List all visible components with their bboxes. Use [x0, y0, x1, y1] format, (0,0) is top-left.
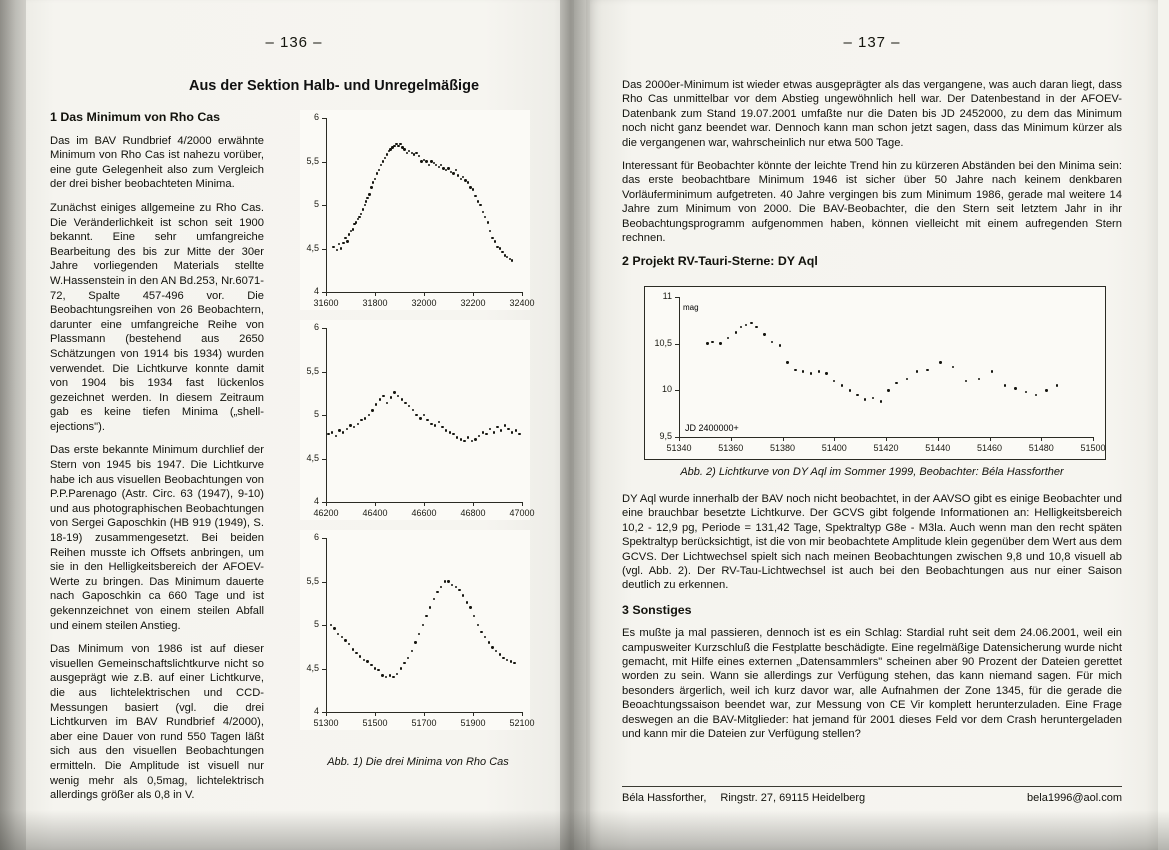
y-tick-label: 5: [313, 409, 319, 419]
data-point: [887, 389, 889, 391]
x-tick-label: 46800: [460, 508, 486, 518]
footer-address: Ringstr. 27, 69115 Heidelberg: [720, 792, 866, 804]
x-tick-label: 51700: [411, 718, 437, 728]
y-tick-label: 4,5: [306, 242, 319, 253]
data-point: [727, 337, 729, 339]
y-tick-label: 10,5: [654, 337, 672, 348]
y-axis-label: mag: [683, 303, 699, 312]
y-tick: [675, 344, 679, 345]
data-point: [880, 400, 882, 402]
y-tick-label: 5,5: [306, 155, 319, 166]
left-paragraph-1: Das im BAV Rundbrief 4/2000 erwähnte Minimum von Rho Cas ist nahezu vorüber, eine gute Gelegenheit also zum Vergleich der drei bisher beobachteten Minima.: [50, 134, 264, 191]
y-tick-label: 9,5: [659, 431, 672, 441]
data-point: [771, 341, 773, 343]
footer-author: Béla Hassforther,: [622, 792, 707, 804]
data-point: [755, 326, 757, 328]
data-point: [872, 397, 874, 399]
y-axis: [679, 297, 680, 437]
x-tick-label: 32000: [411, 298, 437, 308]
y-tick: [675, 390, 679, 391]
heading-2: 2 Projekt RV-Tauri-Sterne: DY Aql: [622, 254, 818, 269]
y-tick: [675, 297, 679, 298]
figure-2-caption: Abb. 2) Lichtkurve von DY Aql im Sommer 1999, Beobachter: Béla Hassforther: [680, 466, 1064, 478]
data-point: [818, 370, 820, 372]
data-point: [916, 370, 918, 372]
data-point: [779, 344, 781, 346]
left-page-number: – 136 –: [265, 34, 323, 51]
data-point: [849, 389, 851, 391]
data-point: [952, 366, 954, 368]
data-point: [750, 322, 752, 324]
right-paragraph-4: Es mußte ja mal passieren, dennoch ist es ein Schlag: Stardial ruht seit dem 24.06.2001, weil ein campusweiter Kurzschluß die Festplatte beschädigte. Eine regelmäßige Datensicherung wurde nicht gemacht, mit Hilfe eines externen „Datensammlers" scheinen aber 90 Prozent der Dateien gerettet worden zu sein. Wann sie allerdings zur Verfügung stehen, das kann niemand sagen. Für mich besonders ärgerlich, weil ich kurz davor war, alle Aufnahmen der Zone 1345, für die gerade die Beoachtungssaison beendet war, zur Messung von CE Vir komplett herunterzuladen. Eine Frage deswegen an die BAV-Mitglieder: hat jemand für 2001 dieses Feld vor dem Crash heruntergeladen und kann mir die Dateien zur Verfügung stellen?: [622, 627, 1122, 741]
data-point: [1025, 391, 1027, 393]
data-point: [1035, 394, 1037, 396]
data-point: [856, 394, 858, 396]
data-point: [711, 341, 713, 343]
y-tick-label: 5,5: [306, 575, 319, 586]
x-tick-label: 52100: [509, 718, 535, 728]
x-tick-label: 51900: [460, 718, 486, 728]
y-tick-label: 10: [661, 384, 672, 395]
x-tick-label: 32200: [460, 298, 486, 308]
section-title: Aus der Sektion Halb- und Unregelmäßige: [188, 78, 480, 94]
heading-1: 1 Das Minimum von Rho Cas: [50, 110, 221, 124]
x-tick: [938, 437, 939, 441]
x-tick: [1041, 437, 1042, 441]
data-point: [802, 370, 804, 372]
x-tick: [783, 437, 784, 441]
x-tick-label: 31800: [362, 298, 388, 308]
data-point: [706, 342, 708, 344]
data-point: [864, 398, 866, 400]
data-point: [719, 342, 721, 344]
x-tick-label: 46400: [362, 508, 388, 518]
right-paragraph-2: Interessant für Beobachter könnte der leichte Trend hin zu kürzeren Abständen bei den Minima sein: das erste beobachtbare Minimum 1946 ist sicher über 50 Jahre nach keinem denkbaren Vorläuferminimum aufgetreten. 40 Jahre vergingen bis zum Minimum 1986, gerade mal weitere 14 Jahre zum Minimum von 2000. Die BAV-Beobachter, die den Stern seit letztem Jahr in ihr Beobachtungsprogramm aufgenommen haben, können vielleicht mit einem aufregenden Stern rechnen.: [622, 160, 1122, 245]
x-tick-label: 51340: [666, 443, 692, 453]
y-tick-label: 4: [313, 286, 319, 296]
data-point: [991, 370, 993, 372]
x-tick: [679, 437, 680, 441]
right-text-mid: [622, 492, 1122, 751]
y-tick-label: 6: [313, 112, 319, 122]
x-tick-label: 51440: [925, 443, 951, 453]
right-paragraph-3: DY Aql wurde innerhalb der BAV noch nicht beobachtet, in der AAVSO gibt es einige Beobachter und eine brauchbar besetzte Lichtkurve. Der GCVS gibt folgende Informationen an: Helligkeitsbereich 10,2 - 12,9 pg, Periode = 131,42 Tage, Spektraltyp G8e - M3la. Auch wenn man den recht späten Spektraltyp berücksichtigt, ist die von mir beobachtete Amplitude klein gegenüber dem Wert aus dem GCVS. Der Lichtwechsel spielt sich nach meinen Beobachtungen zwischen 9,8 und 10,8 visuell ab (vgl. Abb. 2). Der RV-Tau-Lichtwechsel ist auch bei den Beobachtungen aus nur einer Saison deutlich zu erkennen.: [622, 493, 1122, 592]
y-tick-label: 11: [662, 291, 672, 301]
x-tick: [990, 437, 991, 441]
x-tick: [886, 437, 887, 441]
x-tick-label: 51420: [873, 443, 899, 453]
left-paragraph-3: Das erste bekannte Minimum durchlief der Stern von 1945 bis 1947. Die Lichtkurve habe ich aus visuellen Beobachtungen von P.P.Parenago (Astr. Circ. 63 (1947), 9-10) und aus photographischen Beobachtungen von Sergei Gaposchkin (HB 919 (1949), S. 18-19) zusammengesetzt. Bei beiden Reihen musste ich Offsets anbringen, um sie in den Helligkeitsbereich der AFOEV-Werte zu bringen. Das Minimum dauerte nach Gaposchkin ca 660 Tage und ist gekennzeichnet von einem steilen Abfall und einem steilen Anstieg.: [50, 444, 264, 632]
left-paragraph-2: Zunächst einiges allgemeine zu Rho Cas. Die Veränderlichkeit ist schon seit 1900 bekannt. Eine sehr umfangreiche Bearbeitung des bis zur Mitte der 30er Jahre vorliegenden Materials stellte W.Hassenstein in den AN Bd.253, Nr.6071-72, Spalte 457-496 vor. Die Beobachtungsreihen von 26 Beobachtern, darunter eine umfangreiche Reihe von Plassmann (bestehend aus 2650 Schätzungen von 1914 bis 1934) wurden verwendet. Die Lichtkurve konnte damit von 1904 bis 1934 fast lückenlos gezeichnet werden. In diesem Zeitraum gab es keine tiefen Minima („shell-ejections").: [50, 201, 264, 433]
y-tick-label: 4: [313, 706, 319, 716]
x-tick-label: 51360: [718, 443, 744, 453]
x-tick-label: 51400: [821, 443, 847, 453]
data-point: [825, 372, 827, 374]
x-tick-label: 51380: [769, 443, 796, 453]
plot-area: [679, 297, 1093, 437]
x-tick-label: 46200: [313, 508, 339, 518]
x-tick-label: 51300: [313, 718, 339, 728]
data-point: [978, 378, 980, 380]
right-page-number: – 137 –: [843, 34, 901, 51]
x-tick-label: 51460: [976, 443, 1003, 453]
data-point: [939, 361, 941, 363]
data-point: [1014, 387, 1016, 389]
data-point: [906, 378, 908, 380]
x-axis-label: JD 2400000+: [685, 423, 739, 433]
y-tick-label: 4: [313, 496, 319, 506]
x-tick-label: 32400: [509, 298, 535, 308]
data-point: [810, 372, 812, 374]
data-point: [841, 384, 843, 386]
data-point: [1045, 389, 1047, 391]
x-tick: [834, 437, 835, 441]
x-tick: [1093, 437, 1094, 441]
x-tick-label: 51480: [1028, 443, 1054, 453]
y-tick: [675, 437, 679, 438]
data-point: [735, 331, 737, 333]
data-point: [895, 382, 897, 384]
y-tick-label: 5: [313, 619, 319, 629]
y-tick-label: 5: [313, 199, 319, 209]
right-paragraph-1: Das 2000er-Minimum ist wieder etwas ausgeprägter als das vergangene, was auch daran liegt, dass Rho Cas unmittelbar vor dem Abstieg ungewöhnlich hell war. Der Datenbestand in der AFOEV-Datenbank zum Stand 19.07.2001 umfaßte nur die Daten bis JD 2452000, zu dem das Minimum noch nicht ganz beendet war. Dennoch kann man schon jetzt sagen, dass das Minimum kürzer als die vergangenen war, wahrscheinlich nur etwa 500 Tage.: [622, 79, 1122, 149]
data-point: [745, 324, 747, 326]
data-point: [740, 326, 742, 328]
y-tick-label: 4,5: [306, 662, 319, 673]
x-tick-label: 31600: [313, 298, 339, 308]
y-tick-label: 6: [313, 532, 319, 542]
data-point: [786, 361, 788, 363]
y-tick-label: 4,5: [306, 452, 319, 463]
data-point: [965, 380, 967, 382]
left-paragraph-4: Das Minimum von 1986 ist auf dieser visuellen Gemeinschaftslichtkurve nicht so ausgeprägt wie z.B. auf einer Lichtkurve, die aus lichtelektrischen und CCD-Messungen basiert (vgl. die drei Lichtkurven im BAV Rundbrief 4/2000), aber eine Dauer von rund 550 Tagen läßt sich aus den visuellen Beobachtungen ermitteln. Die Amplitude ist visuell nur wenig mehr als 0,5mag, lichtelektrisch allerdings größer als 0,8 in V.: [50, 643, 264, 802]
x-tick-label: 46600: [411, 508, 437, 518]
y-tick-label: 5,5: [306, 365, 319, 376]
heading-3: 3 Sonstiges: [622, 602, 692, 617]
right-text-top: [622, 78, 1122, 278]
footer-email: bela1996@aol.com: [1027, 792, 1122, 804]
data-point: [833, 380, 835, 382]
data-point: [1056, 384, 1058, 386]
chart-dy-aql: [644, 286, 1106, 460]
y-tick-label: 6: [313, 322, 319, 332]
data-point: [1004, 384, 1006, 386]
x-tick-label: 47000: [509, 508, 535, 518]
x-tick-label: 51500: [362, 718, 388, 728]
data-point: [926, 369, 928, 371]
data-point: [794, 369, 796, 371]
page-footer: [622, 786, 1122, 804]
x-tick: [731, 437, 732, 441]
data-point: [763, 333, 765, 335]
figure-1-caption: Abb. 1) Die drei Minima von Rho Cas: [327, 756, 509, 768]
x-tick-label: 51500: [1080, 443, 1106, 453]
